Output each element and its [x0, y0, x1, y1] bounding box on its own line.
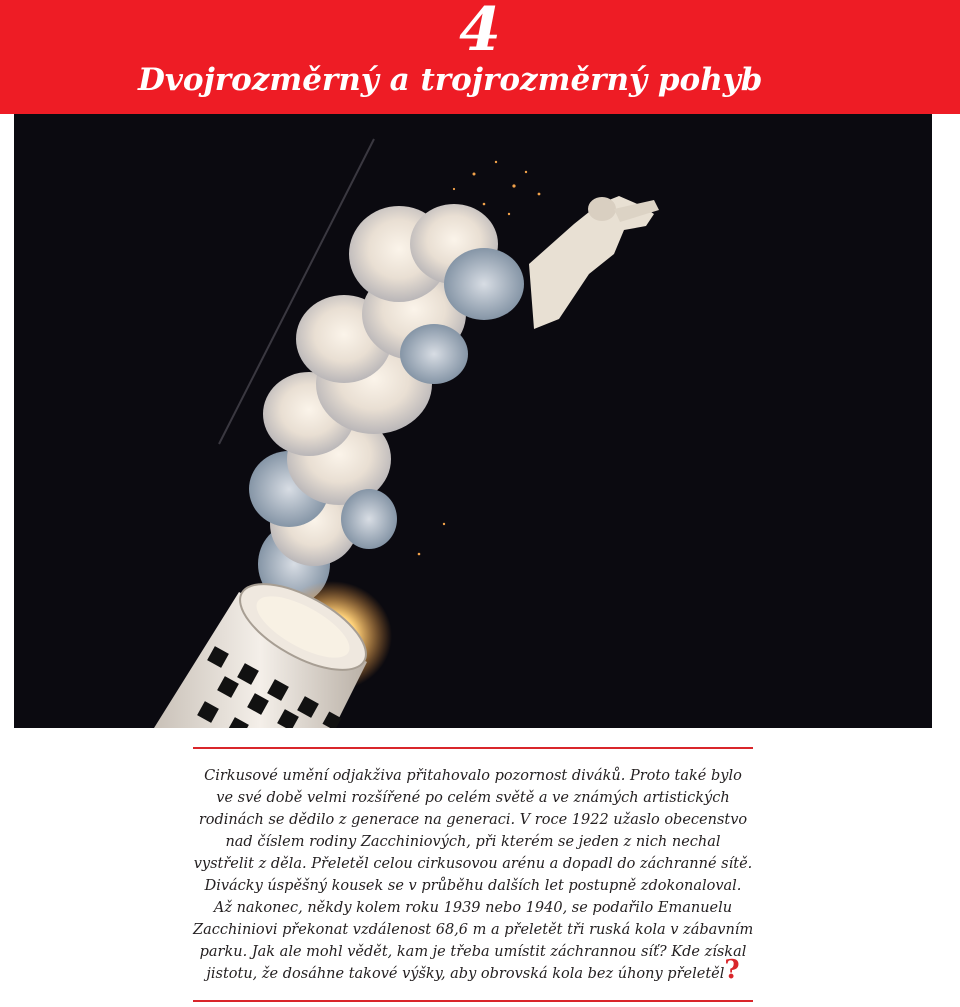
caption-line: Zacchiniovi překonat vzdálenost 68,6 m a přeletět tři ruská kola v zábavním	[193, 922, 754, 938]
caption-line: Divácky úspěšný kousek se v průběhu dalších let postupně zdokonaloval.	[204, 878, 742, 894]
caption-top-rule	[193, 747, 753, 749]
chapter-banner	[0, 0, 960, 114]
question-mark: ?	[724, 955, 740, 985]
caption-line: nad číslem rodiny Zacchiniových, při kterém se jeden z nich nechal	[225, 834, 721, 850]
caption-last-line-text: jistotu, že dosáhne takové výšky, aby obrovská kola bez úhony přeletěl	[206, 966, 725, 982]
caption-text	[193, 765, 753, 985]
chapter-title: Dvojrozměrný a trojrozměrný pohyb	[138, 62, 763, 98]
cannon-launch-photo	[14, 114, 932, 728]
caption-line: parku. Jak ale mohl vědět, kam je třeba umístit záchrannou síť? Kde získal	[199, 944, 747, 960]
caption-line: Až nakonec, někdy kolem roku 1939 nebo 1940, se podařilo Emanuelu	[213, 900, 733, 916]
caption-line: ve své době velmi rozšířené po celém světě a ve známých artistických	[216, 790, 730, 806]
caption-line: rodinách se dědilo z generace na generaci. V roce 1922 užaslo obecenstvo	[198, 812, 748, 828]
caption-line: vystřelit z děla. Přeletěl celou cirkusovou arénu a dopadl do záchranné sítě.	[193, 856, 753, 872]
caption-last-line	[193, 955, 753, 985]
caption-bottom-rule	[193, 1000, 753, 1002]
caption-line: Cirkusové umění odjakživa přitahovalo pozornost diváků. Proto také bylo	[204, 768, 742, 784]
photo-illustration	[14, 114, 932, 728]
chapter-number: 4	[459, 0, 501, 65]
